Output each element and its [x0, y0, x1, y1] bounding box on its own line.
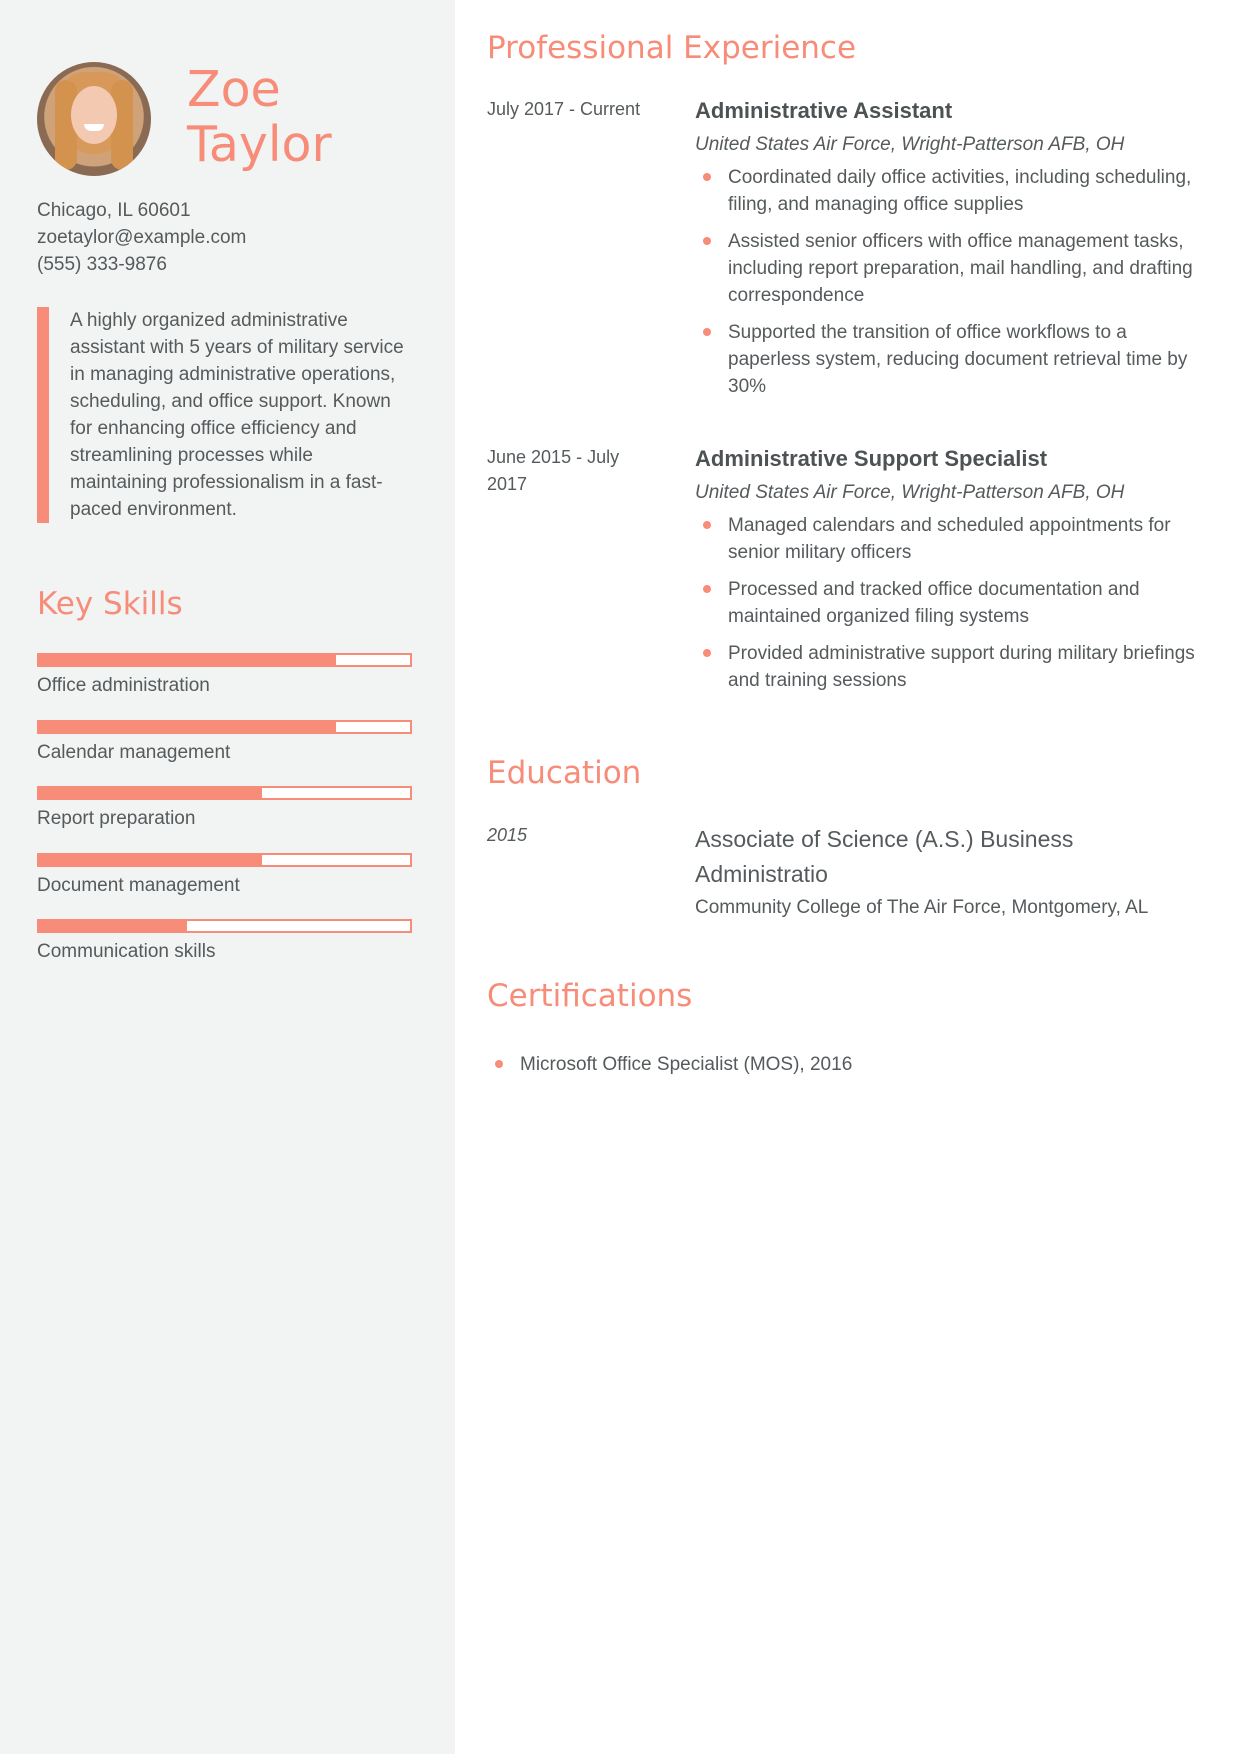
bullet-icon [495, 1060, 503, 1068]
last-name: Taylor [187, 116, 332, 173]
job-employer: United States Air Force, Wright-Patterson AFB, OH [695, 134, 1125, 155]
candidate-name [187, 62, 332, 172]
skill-level-bar [37, 720, 412, 734]
bullet-text: Provided administrative support during military briefings and training sessions [728, 643, 1195, 691]
skill-item [37, 720, 412, 787]
skill-level-fill [39, 655, 336, 665]
bullet-text: Processed and tracked office documentation and maintained organized filing systems [728, 579, 1140, 627]
bullet-icon [703, 521, 711, 529]
first-name: Zoe [187, 61, 281, 118]
certification-item [487, 1051, 1207, 1078]
skills-heading: Key Skills [37, 586, 183, 622]
bullet-icon [703, 585, 711, 593]
skill-level-bar [37, 919, 412, 933]
job-title: Administrative Assistant [695, 98, 953, 123]
skill-item [37, 786, 412, 853]
certifications-heading: Certifications [487, 978, 693, 1014]
skill-level-fill [39, 788, 262, 798]
bullet-text: Coordinated daily office activities, including scheduling, filing, and managing office supplies [728, 167, 1192, 215]
skill-level-bar [37, 653, 412, 667]
skill-item [37, 653, 412, 720]
education-date: 2015 [487, 825, 528, 845]
skills-list [37, 653, 412, 986]
certification-text: Microsoft Office Specialist (MOS), 2016 [520, 1054, 853, 1075]
email: zoetaylor@example.com [37, 227, 247, 248]
skill-label: Office administration [37, 675, 210, 696]
job-bullet [695, 512, 1207, 566]
skill-label: Calendar management [37, 741, 231, 763]
job-bullet [695, 319, 1207, 400]
bullet-icon [703, 649, 711, 657]
phone: (555) 333-9876 [37, 254, 167, 275]
bullet-icon [703, 328, 711, 336]
bullet-text: Supported the transition of office workflows to a paperless system, reducing document retrieval time by 30% [728, 322, 1188, 397]
job-bullet [695, 640, 1207, 694]
skill-level-fill [39, 921, 187, 931]
contact-info [37, 197, 246, 278]
certifications-list [487, 1051, 1207, 1088]
bullet-text: Assisted senior officers with office management tasks, including report preparation, mail handling, and drafting correspondence [728, 231, 1193, 306]
location: Chicago, IL 60601 [37, 200, 191, 221]
profile-summary: A highly organized administrative assistant with 5 years of military service in managing administrative operations, scheduling, and office support. Known for enhancing office efficiency and streamlining processes while maintaining professionalism in a fast-paced environment. [37, 307, 412, 523]
skill-level-fill [39, 855, 262, 865]
job-date: July 2017 - Current [487, 99, 641, 119]
education-heading: Education [487, 755, 642, 791]
skill-label: Document management [37, 874, 240, 896]
job-title: Administrative Support Specialist [695, 446, 1048, 471]
skill-item [37, 919, 412, 986]
skill-item [37, 853, 412, 920]
job-employer: United States Air Force, Wright-Patterson AFB, OH [695, 482, 1125, 503]
skill-level-fill [39, 722, 336, 732]
sidebar [0, 0, 455, 1754]
skill-level-bar [37, 786, 412, 800]
job-date: June 2015 - July 2017 [487, 447, 620, 494]
school: Community College of The Air Force, Montgomery, AL [695, 897, 1149, 918]
bullet-icon [703, 173, 711, 181]
job-bullet [695, 164, 1207, 218]
degree: Associate of Science (A.S.) Business Administratio [695, 826, 1074, 887]
photo-face [71, 86, 117, 144]
skill-level-bar [37, 853, 412, 867]
skill-label: Report preparation [37, 808, 196, 829]
skill-label: Communication skills [37, 941, 216, 962]
job-bullet [695, 576, 1207, 630]
job-bullets [695, 512, 1207, 694]
bullet-icon [703, 237, 711, 245]
experience-heading: Professional Experience [487, 30, 857, 66]
job-bullet [695, 228, 1207, 309]
bullet-text: Managed calendars and scheduled appointments for senior military officers [728, 515, 1171, 563]
profile-photo [37, 62, 151, 176]
job-bullets [695, 164, 1207, 400]
